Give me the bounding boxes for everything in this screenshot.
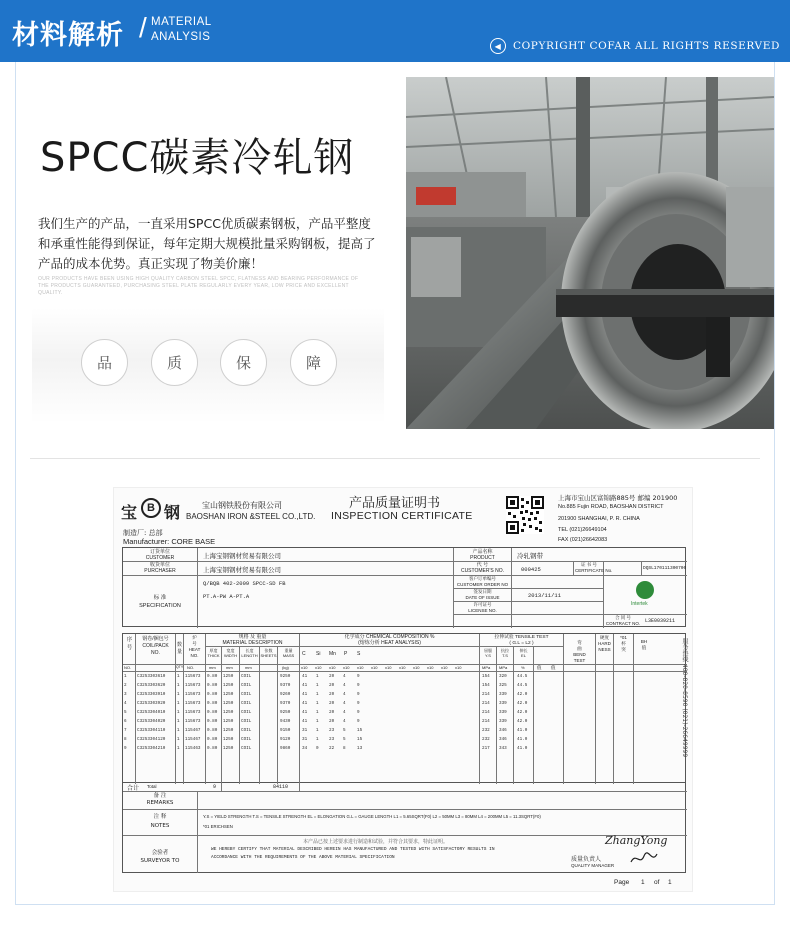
contract-label: 合 同 号 CONTRACT NO. xyxy=(605,615,641,626)
table-row xyxy=(123,746,687,755)
notes-line2: *01 ERICHSEN xyxy=(203,824,233,829)
cell-mn: 23 xyxy=(329,728,335,733)
cell-l: COIL xyxy=(241,701,252,706)
cell-p: 5 xyxy=(343,728,346,733)
intro-paragraph: 我们生产的产品，一直采用SPCC优质碳素钢板，产品平整度和承重性能得到保证，每年定期大规模批量采购钢板，提高了产品的成本优势。真正实现了物美价廉！ xyxy=(38,216,376,271)
cert-company-cn: 宝山钢铁股份有限公司 xyxy=(202,501,282,510)
cell-m: 9150 xyxy=(280,728,291,733)
cell-q: 1 xyxy=(177,728,180,733)
statement-en1: WE HEREBY CERTIFY THAT MATERIAL DESCRIBED HEREIN HAS MANUFACTURED AND TESTED WITH SATISFACTORY RESULTS IN xyxy=(211,847,495,852)
cell-m: 9250 xyxy=(280,674,291,679)
intertek-label: Intertek xyxy=(631,601,648,607)
product-label: 产品名称 PRODUCT xyxy=(470,549,495,561)
cell-m: 9260 xyxy=(280,692,291,697)
cell-heat: 115673 xyxy=(185,692,201,697)
col-coil: 钢卷/捆包号 COIL/PACK NO. xyxy=(142,636,169,656)
col-heat: 炉 号 HEAT NO. xyxy=(188,635,201,658)
cell-s: 9 xyxy=(357,683,360,688)
cell-t: 0.80 xyxy=(207,692,218,697)
table-row xyxy=(123,683,687,692)
cell-ts: 325 xyxy=(499,683,507,688)
purchaser-value: 上海宝钢钢材贸易有限公司 xyxy=(203,566,281,574)
cell-ys: 232 xyxy=(482,728,490,733)
cell-t: 0.80 xyxy=(207,737,218,742)
cert-footer-table xyxy=(122,783,686,873)
cell-n: 4 xyxy=(124,701,127,706)
cell-si: 1 xyxy=(316,719,319,724)
unit-x9: x10 xyxy=(413,665,420,670)
cell-c: 41 xyxy=(302,701,308,706)
customer-no-value: 000425 xyxy=(521,566,541,573)
cell-heat: 115467 xyxy=(185,728,201,733)
page-no: 1 xyxy=(641,879,645,886)
section-divider xyxy=(30,458,760,459)
notes-line1: Y.S = YIELD STRENGTH T.S = TENSILE STRENGTH EL = ELONGATION G.L = GAUGE LENGTH L1 = 5.65SQRT(F0) L2 = 50MM L3 = 80MM L4 = 200MM L5 = 11.3SQRT(F0) xyxy=(203,814,541,819)
cell-coil: C3253303910 xyxy=(137,692,166,697)
cell-s: 9 xyxy=(357,710,360,715)
cell-el: 42.0 xyxy=(517,701,528,706)
cell-q: 1 xyxy=(177,737,180,742)
cell-t: 0.80 xyxy=(207,683,218,688)
cell-si: 1 xyxy=(316,692,319,697)
cell-c: 31 xyxy=(302,728,308,733)
sub-ts: 抗拉 T.S xyxy=(501,648,509,658)
cell-w: 1250 xyxy=(223,719,234,724)
cell-el: 42.0 xyxy=(517,710,528,715)
cell-w: 1250 xyxy=(223,683,234,688)
cell-ts: 320 xyxy=(499,674,507,679)
cert-info-table xyxy=(122,547,686,627)
cell-mn: 20 xyxy=(329,692,335,697)
cell-q: 1 xyxy=(177,701,180,706)
statement-cn: 本产品已按上述要求进行制造和试验，并符合其要求，特此证明。 xyxy=(303,839,449,845)
side-service-text: 服务热线 400-820-8590 (021)-26649999 xyxy=(681,638,688,758)
table-row xyxy=(123,728,687,737)
sub-thick: 厚度 THICK xyxy=(207,648,220,658)
cell-c: 41 xyxy=(302,710,308,715)
cell-ys: 214 xyxy=(482,692,490,697)
issue-date-value: 2013/11/11 xyxy=(528,592,562,599)
unit-el: % xyxy=(521,665,525,670)
quality-manager-en: QUALITY MANAGER xyxy=(571,863,615,868)
cell-heat: 115673 xyxy=(185,710,201,715)
license-label: 许可证号 LICENSE NO. xyxy=(468,602,497,613)
cell-l: COIL xyxy=(241,737,252,742)
table-row xyxy=(123,701,687,710)
cell-si: 1 xyxy=(316,683,319,688)
cell-s: 13 xyxy=(357,746,363,751)
unit-x8: x10 xyxy=(399,665,406,670)
sub-el: 伸长 EL xyxy=(519,648,528,658)
unit-val2: 值 xyxy=(551,666,556,671)
cell-t: 0.80 xyxy=(207,719,218,724)
table-row xyxy=(123,674,687,683)
unit-no: NO. xyxy=(124,665,132,670)
cell-ys: 214 xyxy=(482,701,490,706)
cert-fax: FAX (021)26642083 xyxy=(558,537,608,543)
spec-label: 标 准 SPECIFICATION xyxy=(139,595,181,609)
cell-ys: 217 xyxy=(482,746,490,751)
cell-p: 4 xyxy=(343,710,346,715)
cell-coil: C3253303610 xyxy=(137,674,166,679)
badge-bao: 保 xyxy=(220,339,267,386)
cell-si: 1 xyxy=(316,728,319,733)
cell-s: 15 xyxy=(357,728,363,733)
cell-mn: 20 xyxy=(329,701,335,706)
cell-ts: 346 xyxy=(499,728,507,733)
col-hardness: 硬度 HARD NESS xyxy=(598,635,611,652)
table-row xyxy=(123,710,687,719)
cell-mn: 20 xyxy=(329,674,335,679)
cell-t: 0.80 xyxy=(207,710,218,715)
cell-q: 1 xyxy=(177,674,180,679)
cert-maker-en: Manufacturer: CORE BASE xyxy=(123,537,216,546)
cert-no-label: 证 书 号 CERTIFICATE No. xyxy=(575,562,613,573)
cell-heat: 115673 xyxy=(185,701,201,706)
inspection-certificate xyxy=(113,487,693,892)
cell-n: 6 xyxy=(124,719,127,724)
cert-tel: TEL (021)26649104 xyxy=(558,527,607,533)
col-qty: 数 量 xyxy=(176,642,182,655)
unit-ys: MPa xyxy=(482,665,491,670)
cell-ts: 346 xyxy=(499,737,507,742)
col-dimension: 规格 及 重量 MATERIAL DESCRIPTION xyxy=(222,634,283,646)
col-bend: 弯 曲 BEND TEST xyxy=(573,640,586,663)
contract-value: L3E0039211 xyxy=(645,618,676,624)
cell-q: 1 xyxy=(177,710,180,715)
cell-coil: C3253304120 xyxy=(137,737,166,742)
cell-mn: 23 xyxy=(329,737,335,742)
unit-x12: x10 xyxy=(455,665,462,670)
unit-c: x10 xyxy=(301,665,308,670)
cell-n: 2 xyxy=(124,683,127,688)
manager-signature: ZhangYong xyxy=(605,834,668,847)
manager-seal-icon xyxy=(628,850,660,868)
cell-heat: 115467 xyxy=(185,737,201,742)
cell-heat: 115673 xyxy=(185,674,201,679)
cell-s: 9 xyxy=(357,701,360,706)
steel-coil-photo xyxy=(406,77,774,429)
customer-no-label: 代 号 CUSTOMER'S NO. xyxy=(460,562,505,574)
unit-x6: x10 xyxy=(371,665,378,670)
cell-n: 5 xyxy=(124,710,127,715)
col-tensile: 拉伸试验 TENSILE TEST ( G.L = L2 ) xyxy=(494,635,549,646)
cell-p: 4 xyxy=(343,674,346,679)
cell-c: 31 xyxy=(302,737,308,742)
cell-ys: 154 xyxy=(482,683,490,688)
intertek-seal-icon xyxy=(636,581,654,599)
cell-c: 41 xyxy=(302,674,308,679)
spec-value2: PT.A-PW A-PT.A xyxy=(203,593,250,600)
cell-ys: 214 xyxy=(482,719,490,724)
cert-logo-mark2: 钢 xyxy=(164,503,181,522)
cell-l: COIL xyxy=(241,710,252,715)
cell-el: 42.0 xyxy=(517,692,528,697)
unit-heat: NO. xyxy=(187,665,195,670)
header-title-en-line2: ANALYSIS xyxy=(151,31,211,43)
cell-mn: 22 xyxy=(329,746,335,751)
cell-coil: C3253303620 xyxy=(137,683,166,688)
product-value: 冷轧钢带 xyxy=(517,552,543,560)
col-bh: BH 值 xyxy=(640,639,648,650)
cell-m: 9430 xyxy=(280,719,291,724)
sub-ys: 屈服 Y.S xyxy=(484,648,492,658)
cell-ys: 214 xyxy=(482,710,490,715)
unit-x7: x10 xyxy=(385,665,392,670)
sub-sheets: 张数 SHEETS xyxy=(260,648,277,658)
col-erichsen: *01 杯 突 xyxy=(620,635,627,652)
cert-no-value: DQSL170111300700 xyxy=(643,566,687,571)
cell-ts: 339 xyxy=(499,692,507,697)
cell-s: 9 xyxy=(357,719,360,724)
cell-p: 4 xyxy=(343,701,346,706)
cell-p: 5 xyxy=(343,737,346,742)
cell-el: 42.0 xyxy=(517,719,528,724)
cell-c: 34 xyxy=(302,746,308,751)
unit-thick: mm xyxy=(209,665,216,670)
cell-el: 44.5 xyxy=(517,683,528,688)
cell-n: 1 xyxy=(124,674,127,679)
cell-ts: 339 xyxy=(499,701,507,706)
cell-el: 44.5 xyxy=(517,674,528,679)
cert-title-en: INSPECTION CERTIFICATE xyxy=(331,510,473,522)
header-title-cn: 材料解析 xyxy=(12,20,124,51)
cell-t: 0.80 xyxy=(207,728,218,733)
badge-zhi: 质 xyxy=(151,339,198,386)
product-title: SPCC碳素冷轧钢 xyxy=(40,135,355,181)
cert-address-en1: No.885 Fujin ROAD, BAOSHAN DISTRICT xyxy=(558,504,664,510)
quality-manager-cn: 质量负责人 xyxy=(571,856,602,863)
page-total: 1 xyxy=(668,879,672,886)
cell-m: 9370 xyxy=(280,701,291,706)
cell-mn: 20 xyxy=(329,719,335,724)
table-row xyxy=(123,692,687,701)
sub-s: S xyxy=(357,651,361,657)
col-no: 序 号 xyxy=(126,637,133,651)
cell-p: 4 xyxy=(343,692,346,697)
copyright-notice xyxy=(490,38,780,54)
cell-n: 7 xyxy=(124,728,127,733)
cell-w: 1250 xyxy=(223,692,234,697)
cell-l: COIL xyxy=(241,746,252,751)
remarks-label: 备 注 REMARKS xyxy=(146,793,174,806)
unit-width: mm xyxy=(226,665,233,670)
cell-c: 41 xyxy=(302,683,308,688)
arrow-left-icon: ◀ xyxy=(490,38,506,54)
cell-l: COIL xyxy=(241,692,252,697)
cell-w: 1250 xyxy=(223,710,234,715)
cell-t: 0.80 xyxy=(207,701,218,706)
surveyor-label: 会验者 SURVEYOR TO xyxy=(140,850,180,864)
page-of: of xyxy=(654,879,660,886)
cell-n: 3 xyxy=(124,692,127,697)
total-label: 合计 xyxy=(127,785,140,792)
cell-s: 15 xyxy=(357,737,363,742)
cell-coil: C3253304010 xyxy=(137,710,166,715)
intro-paragraph-en: OUR PRODUCTS HAVE BEEN USING HIGH QUALITY CARBON STEEL SPCC, FLATNESS AND BEARING PERFORMANCE OF THE PRODUCTS GUARANTEED, PURCHASING STEEL PLATE REGULARLY EVERY YEAR, LOW PRICE AND EXCELLENT QUALITY. xyxy=(38,276,359,296)
sub-mass: 重量 MASS xyxy=(282,648,295,658)
page-label: Page xyxy=(614,879,630,886)
cell-ts: 343 xyxy=(499,746,507,751)
cell-mn: 20 xyxy=(329,683,335,688)
sub-c: C xyxy=(302,651,306,657)
cell-ts: 339 xyxy=(499,710,507,715)
cell-heat: 115673 xyxy=(185,683,201,688)
notes-label: 注 释 NOTES xyxy=(150,814,170,829)
cell-w: 1250 xyxy=(223,737,234,742)
issue-date-label: 签发日期 DATE OF ISSUE xyxy=(465,589,500,600)
cert-data-table xyxy=(122,633,686,783)
cell-m: 9250 xyxy=(280,710,291,715)
unit-ts: MPa xyxy=(499,665,508,670)
cell-el: 41.0 xyxy=(517,746,528,751)
cell-w: 1250 xyxy=(223,674,234,679)
cell-q: 1 xyxy=(177,719,180,724)
cell-ys: 154 xyxy=(482,674,490,679)
cell-si: 1 xyxy=(316,674,319,679)
cell-el: 41.0 xyxy=(517,737,528,742)
statement-en2: ACCORDANCE WITH THE REQUIREMENTS OF THE ABOVE MATERIAL SPECIFICATION xyxy=(211,855,395,860)
unit-s: x10 xyxy=(357,665,364,670)
cell-coil: C3253303920 xyxy=(137,701,166,706)
cert-maker-cn: 制造厂: 总部 xyxy=(123,529,163,537)
cell-p: 4 xyxy=(343,683,346,688)
cell-t: 0.80 xyxy=(207,746,218,751)
spec-value1: Q/BQB 402-2009 SPCC-SD FB xyxy=(203,580,286,587)
table-row xyxy=(123,719,687,728)
header-bar xyxy=(0,0,790,62)
qr-code-icon xyxy=(506,496,544,534)
cell-l: COIL xyxy=(241,683,252,688)
customer-value: 上海宝钢钢材贸易有限公司 xyxy=(203,552,281,560)
cell-si: 1 xyxy=(316,701,319,706)
cell-coil: C3253304110 xyxy=(137,728,166,733)
cell-q: 1 xyxy=(177,683,180,688)
unit-x10: x10 xyxy=(427,665,434,670)
cell-w: 1250 xyxy=(223,746,234,751)
unit-p: x10 xyxy=(343,665,350,670)
cell-ys: 232 xyxy=(482,737,490,742)
cert-title-cn: 产品质量证明书 xyxy=(349,496,441,511)
customer-label: 订货单位 CUSTOMER xyxy=(145,549,175,561)
badge-zhang: 障 xyxy=(290,339,337,386)
cell-heat: 115463 xyxy=(185,746,201,751)
cell-s: 9 xyxy=(357,674,360,679)
cert-company-en: BAOSHAN IRON &STEEL CO.,LTD. xyxy=(186,512,316,521)
unit-si: x10 xyxy=(315,665,322,670)
cert-logo-mark: 宝 xyxy=(121,503,138,522)
sub-si: Si xyxy=(316,651,321,657)
cell-w: 1250 xyxy=(223,728,234,733)
cell-s: 9 xyxy=(357,692,360,697)
cell-t: 0.80 xyxy=(207,674,218,679)
cell-si: 1 xyxy=(316,737,319,742)
badge-pin: 品 xyxy=(81,339,128,386)
unit-x11: x10 xyxy=(441,665,448,670)
total-qty: 9 xyxy=(213,784,217,790)
cell-n: 9 xyxy=(124,746,127,751)
unit-qty: QTY xyxy=(176,665,184,669)
purchaser-label: 收货单位 PURCHASER xyxy=(144,562,176,574)
cell-si: 1 xyxy=(316,710,319,715)
sub-mn: Mn xyxy=(329,651,336,657)
copyright-text: COPYRIGHT COFAR ALL RIGHTS RESERVED xyxy=(512,40,780,52)
unit-mn: x10 xyxy=(329,665,336,670)
customer-order-label: 客户订单编号 CUSTOMER ORDER NO xyxy=(456,576,509,587)
cell-mn: 20 xyxy=(329,710,335,715)
header-title-en-line1: MATERIAL xyxy=(151,16,212,28)
cell-w: 1250 xyxy=(223,701,234,706)
cell-coil: C3253304210 xyxy=(137,746,166,751)
cell-l: COIL xyxy=(241,674,252,679)
cell-m: 9860 xyxy=(280,746,291,751)
cell-ts: 339 xyxy=(499,719,507,724)
table-row xyxy=(123,737,687,746)
cell-q: 1 xyxy=(177,746,180,751)
header-title-en xyxy=(151,15,212,45)
sub-width: 宽度 WIDTH xyxy=(223,648,238,658)
cell-c: 41 xyxy=(302,719,308,724)
cert-address-cn: 上海市宝山区富锦路885号 邮编 201900 xyxy=(558,494,678,502)
cell-coil: C3253304020 xyxy=(137,719,166,724)
unit-length: mm xyxy=(245,665,252,670)
cell-q: 1 xyxy=(177,692,180,697)
cell-si: 0 xyxy=(316,746,319,751)
total-en: Total xyxy=(147,784,157,789)
cert-logo-b-icon: B xyxy=(141,498,161,518)
cell-n: 8 xyxy=(124,737,127,742)
unit-mass: (kg) xyxy=(282,665,289,670)
unit-val1: 值 xyxy=(537,666,542,671)
cell-m: 9120 xyxy=(280,737,291,742)
cell-c: 41 xyxy=(302,692,308,697)
header-slash: / xyxy=(139,12,147,43)
cert-address-en2: 201900 SHANGHAI, P. R. CHINA xyxy=(558,516,640,522)
cell-el: 41.0 xyxy=(517,728,528,733)
cell-m: 9370 xyxy=(280,683,291,688)
sub-p: P xyxy=(344,651,348,657)
cell-heat: 115673 xyxy=(185,719,201,724)
cell-l: COIL xyxy=(241,728,252,733)
col-chemical: 化学成分 CHEMICAL COMPOSITION % (熔炼分析 HEAT ANALYSIS) xyxy=(344,634,435,646)
sub-length: 长度 LENGTH xyxy=(241,648,258,658)
total-mass: 84110 xyxy=(273,784,289,790)
cell-p: 4 xyxy=(343,719,346,724)
cell-p: 8 xyxy=(343,746,346,751)
cell-l: COIL xyxy=(241,719,252,724)
